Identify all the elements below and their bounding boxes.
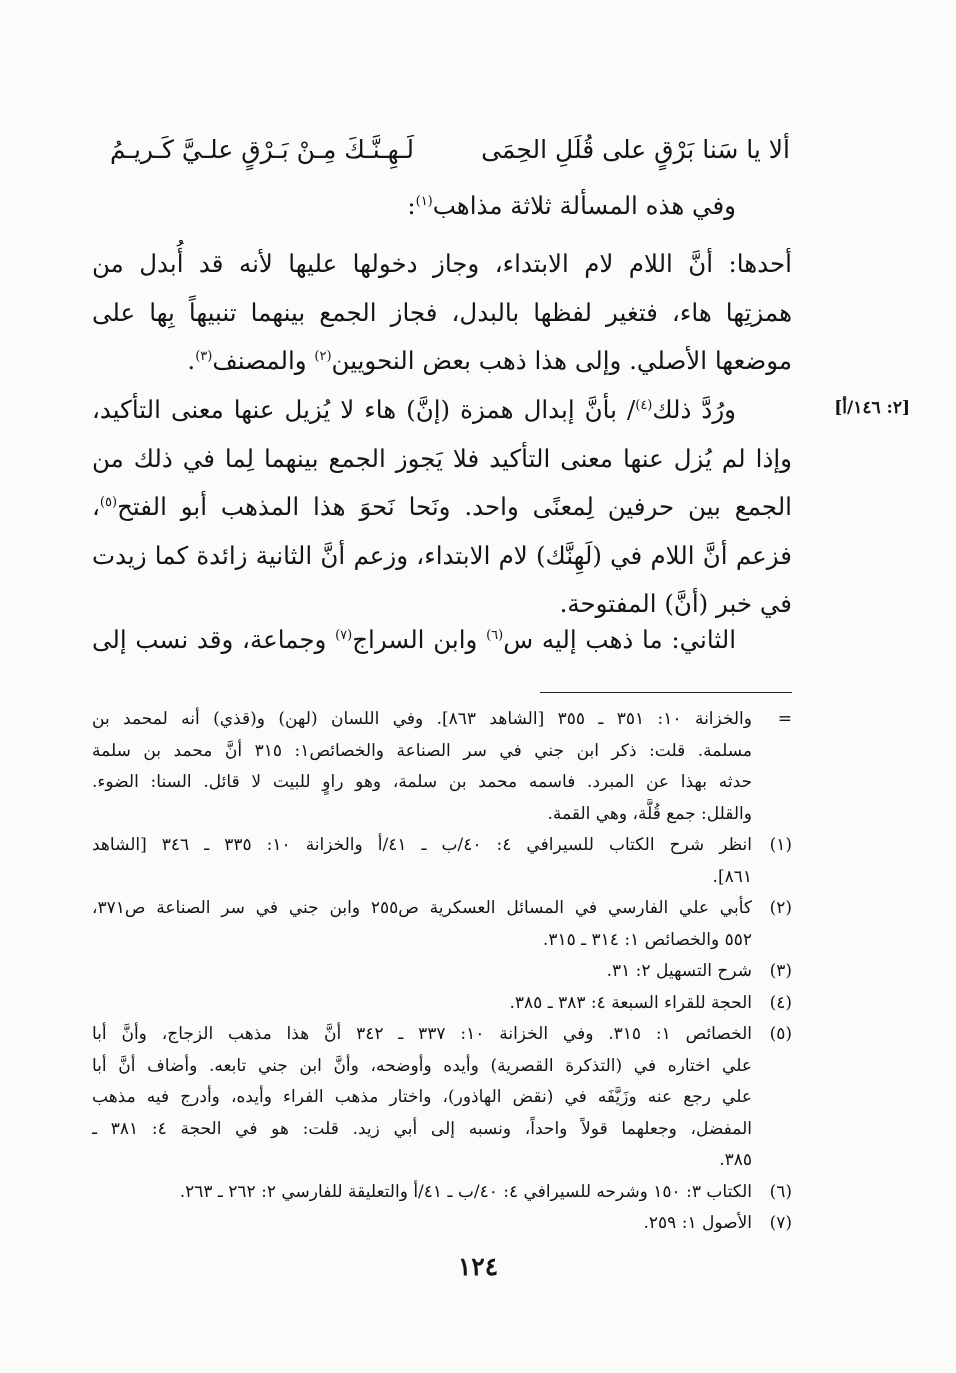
paragraph-line: موضعها الأصلي. وإلى هذا ذهب بعض النحويين$^{(٢)}$ والمصنف$^{(٣)}$. <box>187 346 792 375</box>
paragraph-line: في خبر (أنَّ) المفتوحة. <box>559 589 792 618</box>
footnote <box>92 988 792 1020</box>
footnote-ref-7[interactable]: (٧) <box>335 627 353 643</box>
intro-line <box>92 182 792 231</box>
footnote-number: (٦) <box>769 1181 792 1202</box>
footnote-line: الخصائص ١: ٣١٥. وفي الخزانة ١٠: ٣٣٧ ـ ٣٤٢ أنَّ هذا مذهب الزجاج، وأنَّ أبا <box>92 1024 752 1044</box>
footnote-ref-3[interactable]: (٣) <box>195 348 213 364</box>
verse-second-hemistich: لَـهِـنَّـكَ مِـنْ بَـرْقٍ علـيَّ كَـريـمُ <box>110 135 415 164</box>
manuscript-folio-reference: [٢: ١٤٦/أ] <box>834 398 910 418</box>
footnote-text <box>92 830 752 893</box>
footnote-number: (٥) <box>769 1024 792 1044</box>
footnote <box>92 956 792 988</box>
footnote-line: ٨٦١]. <box>712 866 752 887</box>
footnote-line: شرح التسهيل ٢: ٣١. <box>606 961 752 981</box>
footnote-text <box>92 988 752 1020</box>
footnote-text <box>92 956 752 988</box>
footnote-text <box>92 704 752 830</box>
footnotes <box>92 704 792 1240</box>
footnote <box>92 830 792 893</box>
paragraph-line: الجمع بين حرفين لِمعنًى واحد. ونَحا نَحوَ هذا المذهب أبو الفتح$^{(٥)}$، <box>92 492 792 521</box>
poetry-verse <box>110 128 790 172</box>
footnote-line: والخزانة ١٠: ٣٥١ ـ ٣٥٥ [الشاهد ٨٦٣]. وفي اللسان (لهن) و(قذي) أنه لمحمد بن <box>92 709 752 729</box>
verse-first-hemistich: ألا يا سَنا بَرْقٍ على قُلَلِ الحِمَى <box>481 135 790 164</box>
paragraph-rebuttal <box>92 386 792 629</box>
footnote-number: (٤) <box>769 992 792 1013</box>
page-number: ١٢٤ <box>457 1252 499 1281</box>
footnote-text <box>92 1177 752 1209</box>
footnote-text <box>92 1019 752 1177</box>
footnote-ref-4[interactable]: (٤) <box>635 397 653 413</box>
footnote-line: المفضل، وجعلهما قولاً واحداً، ونسبه إلى أبي زيد. قلت: هو في الحجة ٤: ٣٨١ ـ <box>92 1118 752 1139</box>
footnote <box>92 704 792 830</box>
paragraph-first-view <box>92 240 792 386</box>
paragraph-second-view <box>92 616 792 665</box>
footnote-line: الأصول ١: ٢٥٩. <box>643 1213 752 1233</box>
footnote-separator <box>540 692 792 693</box>
footnote-ref-1[interactable]: (١) <box>415 193 433 209</box>
footnote-text <box>92 893 752 956</box>
paragraph-line: الثاني: ما ذهب إليه س$^{(٦)}$ وابن السراج$^{(٧)}$ وجماعة، وقد نسب إلى <box>92 625 737 654</box>
footnote-line: انظر شرح الكتاب للسيرافي ٤: ٤٠/ب ـ ٤١/أ والخزانة ١٠: ٣٣٥ ـ ٣٤٦ [الشاهد <box>92 835 752 855</box>
paragraph-line: وإذا لم يُزل عنها معنى التأكيد فلا يَجوز الجمع بينهما لِما في ذلك من <box>92 443 792 473</box>
footnote-number: = <box>777 709 792 729</box>
footnote-text <box>92 1208 752 1240</box>
footnote-line: علي اختاره في (التذكرة القصرية) وأيده وأوضحه، وأنَّ ابن جني تابعه. وأضاف أنَّ أبا <box>92 1055 752 1076</box>
footnote-line: ٥٥٢ والخصائص ١: ٣١٤ ـ ٣١٥. <box>542 929 752 950</box>
paragraph-line: همزتِها هاء، فتغير لفظها بالبدل، فجاز الجمع بينهما تنبيهاً بِها على <box>92 297 792 327</box>
paragraph-line: أحدها: أنَّ اللام لام الابتداء، وجاز دخولها عليها لأنه قد أُبدل من <box>92 249 792 278</box>
footnote-line: ٣٨٥. <box>719 1150 752 1170</box>
footnote-number: (٢) <box>769 898 792 918</box>
footnote-ref-5[interactable]: (٥) <box>99 494 118 510</box>
footnote <box>92 893 792 956</box>
footnote-line: كأبي علي الفارسي في المسائل العسكرية ص٢٥٥ وابن جني في سر الصناعة ص٣٧١، <box>92 898 752 918</box>
footnote-line: حدثه بهذا عن المبرد. فاسمه محمد بن سلمة، وهو راوٍ للبيت لا قائل. السنا: الضوء. <box>92 772 752 792</box>
footnote-line: الكتاب ٣: ١٥٠ وشرحه للسيرافي ٤: ٤٠/ب ـ ٤١/أ والتعليقة للفارسي ٢: ٢٦٢ ـ ٢٦٣. <box>179 1181 752 1202</box>
footnote-number: (٧) <box>769 1213 792 1233</box>
paragraph-line: ورُدَّ ذلك$^{(٤)}$/ بأنَّ إبدال همزة (إنَّ) هاء لا يُزيل عنها معنى التأكيد، <box>92 395 736 424</box>
footnote <box>92 1177 792 1209</box>
footnote-line: علي رجع عنه وزَيَّفَه في (نقض الهاذور)، واختار مذهب الفراء وأيده، وأدرج فيه مذهب <box>92 1087 752 1107</box>
footnote-number: (٣) <box>769 961 792 981</box>
footnote-line: مسلمة. قلت: ذكر ابن جني في سر الصناعة والخصائص١: ٣١٥ أنَّ محمد بن سلمة <box>92 740 752 761</box>
footnote <box>92 1208 792 1240</box>
intro-text: وفي هذه المسألة ثلاثة مذاهب$^{(١)}$: <box>407 191 736 220</box>
paragraph-line: فزعم أنَّ اللام في (لَهِنَّك) لام الابتداء، وزعم أنَّ الثانية زائدة كما زيدت <box>92 540 792 570</box>
footnote-number: (١) <box>769 835 792 855</box>
footnote-ref-2[interactable]: (٢) <box>314 348 332 364</box>
footnote-ref-6[interactable]: (٦) <box>486 627 504 643</box>
footnote <box>92 1019 792 1177</box>
footnote-line: الحجة للقراء السبعة ٤: ٣٨٣ ـ ٣٨٥. <box>509 992 752 1013</box>
footnote-line: والقلل: جمع قُلَّة، وهي القمة. <box>547 803 752 824</box>
